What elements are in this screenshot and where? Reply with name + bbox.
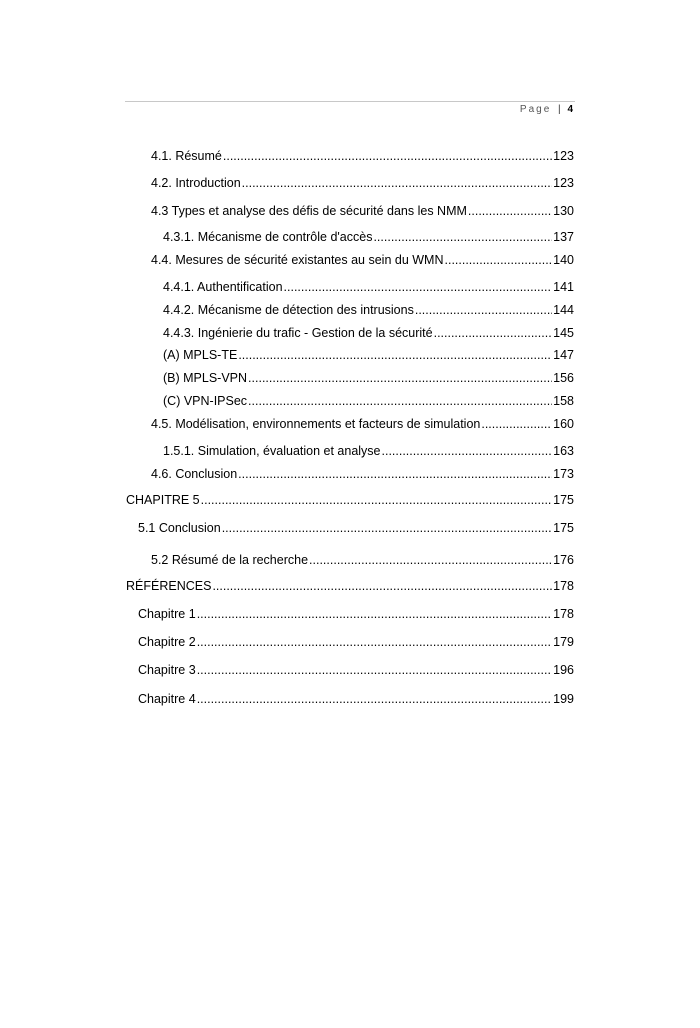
toc-entry-title: 4.4. Mesures de sécurité existantes au sein du WMN <box>151 253 444 267</box>
toc-entry-page: 123 <box>553 149 574 163</box>
toc-entry-title: 1.5.1. Simulation, évaluation et analyse <box>163 444 381 458</box>
toc-entry-page: 196 <box>553 663 574 677</box>
toc-leader <box>481 416 552 432</box>
toc-leader <box>197 634 552 650</box>
toc-entry-page: 123 <box>553 176 574 190</box>
toc-entry-mpls-te[interactable] <box>163 347 574 363</box>
toc-entry-chapitre-2[interactable] <box>138 634 574 650</box>
toc-entry-page: 141 <box>553 280 574 294</box>
toc-entry-chapitre-5[interactable] <box>126 492 574 508</box>
toc-entry-title: 4.4.1. Authentification <box>163 280 283 294</box>
toc-entry-title: 4.2. Introduction <box>151 176 241 190</box>
toc-leader <box>248 370 552 386</box>
toc-entry-title: Chapitre 2 <box>138 635 196 649</box>
toc-entry-title: (B) MPLS-VPN <box>163 371 248 385</box>
toc-entry-4-4[interactable] <box>151 252 574 268</box>
toc-leader <box>382 443 553 459</box>
toc-entry-5-1[interactable] <box>138 520 574 536</box>
toc-entry-page: 173 <box>553 467 574 481</box>
toc-entry-4-6[interactable] <box>151 466 574 482</box>
page-separator: | <box>558 104 561 115</box>
toc-entry-page: 160 <box>553 417 574 431</box>
toc-entry-vpn-ipsec[interactable] <box>163 393 574 409</box>
toc-leader <box>434 325 553 341</box>
toc-entry-1-5-1[interactable] <box>163 443 574 459</box>
toc-leader <box>197 691 552 707</box>
toc-entry-page: 130 <box>553 204 574 218</box>
toc-leader <box>222 520 552 536</box>
toc-entry-title: Chapitre 3 <box>138 663 196 677</box>
page-header <box>520 104 573 115</box>
toc-leader <box>248 393 552 409</box>
toc-leader <box>201 492 553 508</box>
toc-entry-4-3-1[interactable] <box>163 229 574 245</box>
toc-leader <box>197 606 552 622</box>
toc-leader <box>242 175 552 191</box>
toc-entry-4-2[interactable] <box>151 175 574 191</box>
toc-entry-page: 163 <box>553 444 574 458</box>
toc-entry-4-4-2[interactable] <box>163 302 574 318</box>
toc-entry-page: 158 <box>553 394 574 408</box>
toc-leader <box>197 662 552 678</box>
toc-entry-page: 178 <box>553 579 574 593</box>
page-number: 4 <box>567 104 573 115</box>
toc-entry-page: 140 <box>553 253 574 267</box>
toc-leader <box>238 466 552 482</box>
toc-entry-page: 176 <box>553 553 574 567</box>
toc-entry-mpls-vpn[interactable] <box>163 370 574 386</box>
toc-leader <box>284 279 553 295</box>
toc-entry-page: 156 <box>553 371 574 385</box>
page-word: Page <box>519 104 552 115</box>
toc-entry-references[interactable] <box>126 578 574 594</box>
toc-entry-page: 175 <box>553 521 574 535</box>
toc-entry-4-3[interactable] <box>151 203 574 219</box>
toc-entry-title: (A) MPLS-TE <box>163 348 238 362</box>
toc-leader <box>445 252 553 268</box>
toc-leader <box>415 302 552 318</box>
toc-entry-title: RÉFÉRENCES <box>126 579 212 593</box>
toc-entry-4-4-1[interactable] <box>163 279 574 295</box>
toc-entry-page: 145 <box>553 326 574 340</box>
toc-leader <box>223 148 552 164</box>
toc-entry-page: 144 <box>553 303 574 317</box>
toc-entry-title: 5.2 Résumé de la recherche <box>151 553 309 567</box>
toc-entry-chapitre-4[interactable] <box>138 691 574 707</box>
toc-entry-title: Chapitre 1 <box>138 607 196 621</box>
toc-entry-page: 199 <box>553 692 574 706</box>
toc-entry-title: 4.1. Résumé <box>151 149 222 163</box>
toc-entry-title: 4.3 Types et analyse des défis de sécurité dans les NMM <box>151 204 467 218</box>
toc-entry-5-2[interactable] <box>151 552 574 568</box>
toc-entry-chapitre-1[interactable] <box>138 606 574 622</box>
toc-entry-4-4-3[interactable] <box>163 325 574 341</box>
toc-leader <box>238 347 552 363</box>
toc-entry-title: CHAPITRE 5 <box>126 493 200 507</box>
toc-entry-4-5[interactable] <box>151 416 574 432</box>
toc-entry-page: 147 <box>553 348 574 362</box>
toc-leader <box>309 552 552 568</box>
toc-entry-page: 179 <box>553 635 574 649</box>
toc-entry-page: 137 <box>553 230 574 244</box>
toc-leader <box>468 203 552 219</box>
header-rule <box>125 101 575 102</box>
toc-leader <box>373 229 552 245</box>
toc-entry-title: Chapitre 4 <box>138 692 196 706</box>
toc-entry-title: 4.3.1. Mécanisme de contrôle d'accès <box>163 230 373 244</box>
toc-entry-page: 175 <box>553 493 574 507</box>
toc-entry-title: 4.5. Modélisation, environnements et facteurs de simulation <box>151 417 481 431</box>
toc-entry-4-1[interactable] <box>151 148 574 164</box>
toc-entry-title: 5.1 Conclusion <box>138 521 221 535</box>
toc-leader <box>212 578 552 594</box>
toc-entry-chapitre-3[interactable] <box>138 662 574 678</box>
toc-entry-title: 4.4.3. Ingénierie du trafic - Gestion de la sécurité <box>163 326 433 340</box>
toc-entry-title: (C) VPN-IPSec <box>163 394 248 408</box>
toc-entry-title: 4.6. Conclusion <box>151 467 238 481</box>
toc-entry-page: 178 <box>553 607 574 621</box>
toc-entry-title: 4.4.2. Mécanisme de détection des intrusions <box>163 303 414 317</box>
